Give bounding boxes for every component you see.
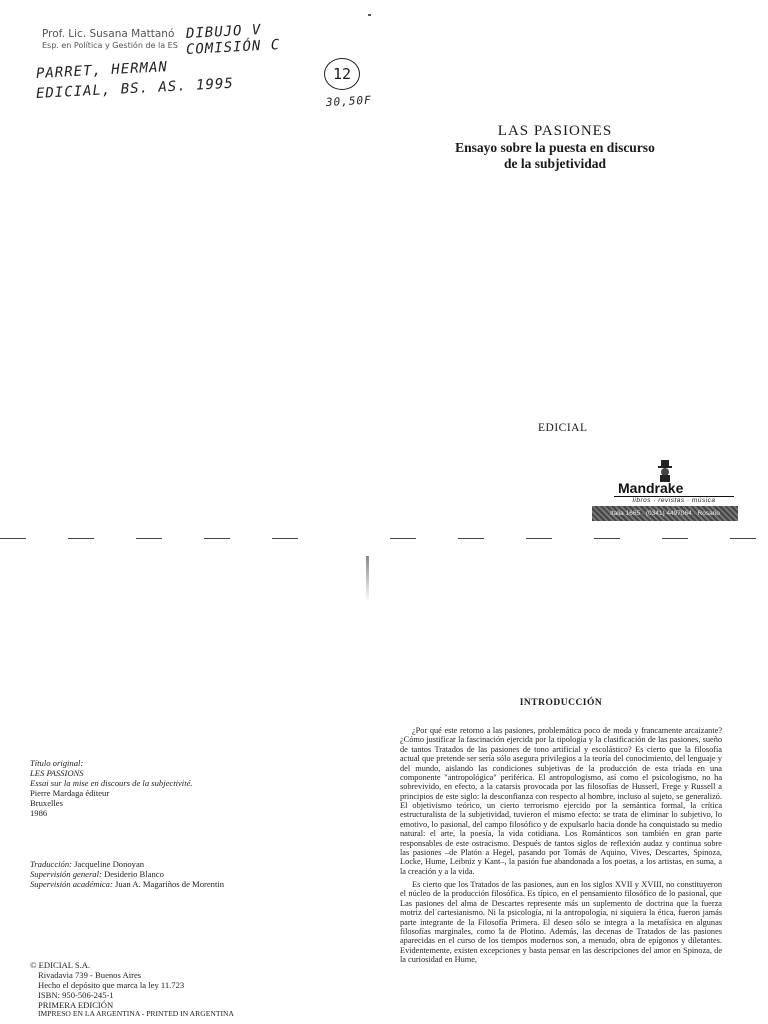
book-subtitle-line1: Ensayo sobre la puesta en discurso	[455, 140, 655, 155]
supervisor: Desiderio Blanco	[104, 869, 164, 880]
translation-credits	[30, 859, 350, 889]
edition: PRIMERA EDICIÓN	[38, 1000, 114, 1011]
stamp-subtitle: Esp. en Política y Gestión de la ES	[42, 41, 178, 51]
original-edition-credits	[30, 758, 330, 818]
magician-icon	[653, 460, 677, 482]
book-title-block	[410, 123, 700, 172]
original-publisher: Pierre Mardaga éditeur	[30, 788, 110, 799]
original-city: Bruxelles	[30, 798, 63, 809]
circled-number: 12	[324, 58, 360, 90]
handwritten-course-line2: COMISIÓN C	[185, 37, 281, 58]
handwritten-publisher: EDICIAL, BS. AS. 1995	[35, 75, 235, 102]
supervision-label: Supervisión general:	[30, 869, 102, 880]
handwritten-price: 30,50F	[325, 93, 373, 109]
book-title: LAS PASIONES	[497, 123, 613, 139]
original-year: 1986	[30, 808, 48, 819]
translation-label: Traducción:	[30, 859, 73, 869]
binding-shadow	[366, 556, 369, 602]
professor-stamp	[42, 28, 178, 51]
bookstore-tagline: libros · revistas · música	[614, 496, 734, 504]
introduction-body	[400, 726, 722, 1024]
stamp-name: Prof. Lic. Susana Mattanó	[42, 28, 175, 40]
page-divider-left	[0, 538, 300, 539]
academic-supervisor: Juan A. Magariños de Morentin	[114, 879, 225, 890]
book-subtitle-line2: de la subjetividad	[503, 156, 607, 172]
printed-in: IMPRESO EN LA ARGENTINA - PRINTED IN ARGENTINA	[38, 1009, 234, 1019]
translator: Jacqueline Donoyan	[74, 859, 145, 869]
copyright: © EDICIAL S.A.	[30, 960, 91, 970]
intro-paragraph-2: Es cierto que los Tratados de las pasiones, aun en los siglos XVII y XVIII, no constituyeron el núcleo de la producción filosófica. Es típico, en el pensamiento filosófico de lo pasional, que Las pasiones del alma de Descartes represente más un suplemento de doctrina que la fuerza motriz del cartesianismo. Ni la psicología, ni la antropología, ni siquiera la ética, fueron jamás parte integrante de la Filosofía Primera. El deseo sólo se integra a la metafísica en algunas filosofías marginales, como la de Plotino. Además, las decenas de Tratados de las pasiones aparecidas en el curso de los tiempos modernos son, a menudo, obra de epígonos y diletantes. Evidentemente, existen excepciones y basta pensar en las descripciones del amor en Spinoza, de la curiosidad en Hume,	[400, 880, 722, 964]
page-divider-right	[390, 538, 768, 539]
publisher-name: EDICIAL	[538, 422, 588, 434]
introduction-heading: INTRODUCCIÓN	[519, 698, 603, 708]
handwritten-course-line1: DIBUJO V	[185, 22, 262, 42]
bookstore-contact: Italia 1665 · (0341) 4497064 · Rosario	[592, 506, 738, 521]
legal-deposit: Hecho el depósito que marca la ley 11.723	[38, 980, 185, 991]
original-title: LES PASSIONS	[30, 768, 84, 779]
scan-mark	[368, 14, 371, 16]
bookstore-name: Mandrake	[618, 480, 684, 496]
handwritten-author: PARRET, HERMAN	[35, 59, 169, 82]
intro-paragraph-1: ¿Por qué este retorno a las pasiones, problemática poco de moda y francamente arcaizante? ¿Cómo justificar la fascinación ejercida por la tipología y la clasificación de las pasiones, sueño de tantos Tratados de las pasiones de tono artificial y escolástico? Es cierto que la filosofía actual que pretende ser sería sólo asegura privilegios a la teoría del conocimiento, del lenguaje y del mundo, aislando las condiciones subjetivas de la producción de esta tríada en una componente "antropológica" periférica. El antropologismo, así como el psicologismo, no ha sobrevivido, en efecto, a la catarsis provocada por las filosofías de Husserl, Frege y Russell a principios de este siglo: la desconfianza con respecto al hombre, incluso al sujeto, se generalizó. El objetivismo teórico, un cierto terrorismo ejercido por la semántica formal, la crítica estructuralista de la subjetividad, tuvieron el mismo efecto: se trata de eliminar lo subjetivo, lo emotivo, lo pasional, del campo filosófico y de expulsarlo hacia donde ha conquistado su medio natural: el arte, la poesía, la vida cotidiana. Los Románticos son también en gran parte responsables de este ostracismo. Después de tantos siglos de reflexión audaz y continua sobre las pasiones –de Platón a Hegel, pasando por Tomás de Aquino, Vives, Descartes, Spinoza, Locke, Hume, Leibniz y Kant–, la pasión fue abandonada a los poetas, a los artistas, en suma, a la creación y a la vida.	[400, 726, 722, 876]
original-title-label: Título original:	[30, 758, 84, 768]
original-subtitle: Essai sur la mise en discours de la subjectivité.	[30, 778, 193, 789]
academic-supervision-label: Supervisión académica:	[30, 879, 113, 890]
publisher-address: Rivadavia 739 - Buenos Aires	[38, 970, 142, 981]
isbn: ISBN: 950-506-245-1	[38, 990, 114, 1001]
publication-info	[30, 960, 350, 1019]
bookstore-sticker	[592, 460, 738, 521]
